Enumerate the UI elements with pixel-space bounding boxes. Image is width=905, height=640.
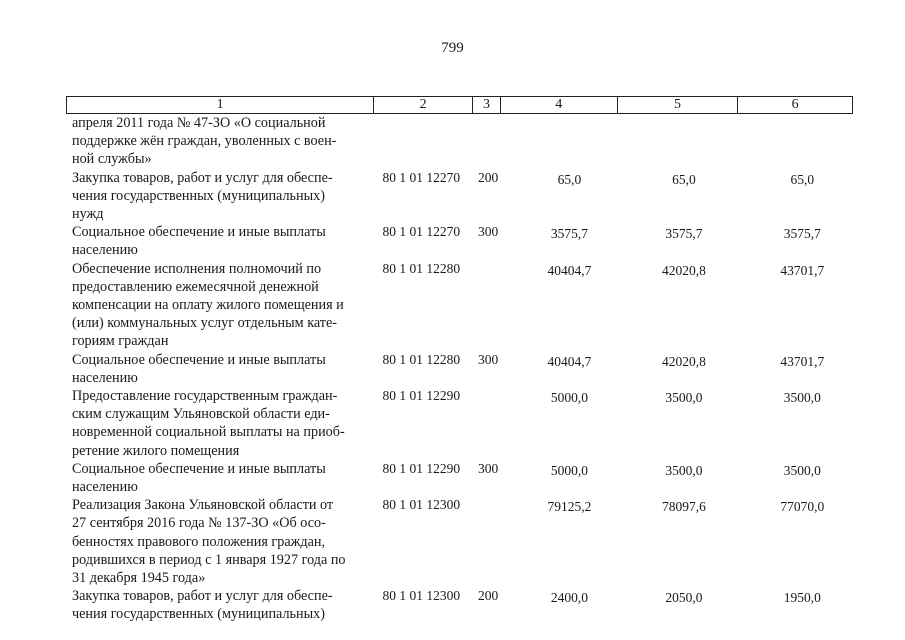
description-line: чения государственных (муниципальных) — [72, 606, 325, 623]
row-value-col6: 43701,7 — [780, 353, 825, 369]
description-line: чения государственных (муниципальных) — [72, 187, 325, 204]
row-expense-type: 200 — [477, 169, 499, 185]
row-description — [72, 223, 374, 259]
row-value-col4: 40404,7 — [547, 353, 592, 369]
row-value-col4: 3575,7 — [550, 226, 589, 242]
row-value-col5 — [625, 114, 742, 169]
row-value-col5: 42020,8 — [661, 353, 706, 369]
row-value-col4 — [514, 114, 625, 169]
row-code: 80 1 01 12290 — [382, 388, 461, 404]
row-value-col5: 78097,6 — [661, 499, 706, 515]
row-value-col5: 42020,8 — [661, 262, 706, 278]
page-number: 799 — [441, 40, 464, 56]
row-value-col6 — [743, 114, 862, 169]
header-col-4: 4 — [501, 97, 618, 113]
row-code: 80 1 01 12290 — [382, 460, 461, 476]
row-value-col5: 2050,0 — [665, 590, 703, 606]
row-code: 80 1 01 12280 — [382, 351, 461, 367]
row-code: 80 1 01 12300 — [382, 588, 461, 604]
row-description — [72, 260, 374, 351]
description-line: Предоставление государственным граждан- — [72, 388, 338, 405]
table-row — [72, 587, 862, 623]
description-line: ретение жилого помещения — [72, 442, 240, 459]
row-description — [72, 587, 374, 623]
row-value-col5: 3500,0 — [665, 390, 703, 406]
header-col-1: 1 — [67, 97, 374, 113]
table-row — [72, 460, 862, 496]
row-code — [374, 114, 478, 169]
description-line: (или) коммунальных услуг отдельным кате- — [72, 315, 338, 332]
description-line: Социальное обеспечение и иные выплаты — [72, 460, 326, 477]
description-line: бенностях правового положения граждан, — [72, 533, 326, 550]
row-expense-type — [478, 260, 514, 351]
row-value-col5: 3500,0 — [665, 462, 703, 478]
row-description — [72, 496, 374, 587]
row-expense-type — [478, 496, 514, 587]
table-row — [72, 260, 862, 351]
row-value-col4: 5000,0 — [550, 390, 589, 406]
description-line: компенсации на оплату жилого помещения и — [72, 297, 344, 314]
row-value-col6: 3500,0 — [783, 390, 821, 406]
description-line: гориям граждан — [72, 333, 169, 350]
row-value-col4: 79125,2 — [547, 499, 592, 515]
row-expense-type: 200 — [477, 588, 499, 604]
row-code: 80 1 01 12270 — [382, 169, 461, 185]
row-expense-type — [478, 114, 514, 169]
row-description — [72, 387, 374, 460]
table-row — [72, 223, 862, 259]
description-line: населению — [72, 479, 138, 496]
row-description — [72, 169, 374, 224]
row-expense-type — [478, 387, 514, 460]
description-line: 27 сентября 2016 года № 137-ЗО «Об осо- — [72, 515, 326, 532]
description-line: Обеспечение исполнения полномочий по — [72, 260, 322, 277]
description-line: новременной социальной выплаты на приоб- — [72, 424, 345, 441]
row-value-col6: 1950,0 — [783, 590, 821, 606]
row-value-col4: 2400,0 — [550, 590, 589, 606]
row-code: 80 1 01 12270 — [382, 224, 461, 240]
table-row — [72, 351, 862, 387]
description-line: Реализация Закона Ульяновской области от — [72, 497, 334, 514]
description-line: апреля 2011 года № 47-ЗО «О социальной — [72, 115, 326, 131]
row-value-col6: 77070,0 — [780, 499, 825, 515]
header-col-2: 2 — [374, 97, 473, 113]
description-line: поддержке жён граждан, уволенных с воен- — [72, 133, 337, 150]
row-value-col6: 3500,0 — [783, 462, 821, 478]
description-line: населению — [72, 242, 138, 259]
table-row — [72, 496, 862, 587]
header-col-5: 5 — [618, 97, 739, 113]
table-row — [72, 387, 862, 460]
row-code: 80 1 01 12300 — [382, 497, 461, 513]
row-value-col4: 65,0 — [557, 171, 582, 187]
header-col-3: 3 — [473, 97, 501, 113]
description-line: нужд — [72, 206, 104, 223]
row-description — [72, 114, 374, 169]
description-line: Закупка товаров, работ и услуг для обеспе- — [72, 169, 333, 186]
row-expense-type: 300 — [477, 351, 499, 367]
description-line: предоставлению ежемесячной денежной — [72, 278, 319, 295]
description-line: ной службы» — [72, 151, 152, 168]
row-code: 80 1 01 12280 — [382, 260, 461, 276]
row-value-col6: 43701,7 — [780, 262, 825, 278]
description-line: населению — [72, 369, 138, 386]
row-expense-type: 300 — [477, 224, 499, 240]
row-value-col4: 5000,0 — [550, 462, 589, 478]
row-value-col4: 40404,7 — [547, 262, 592, 278]
table-row — [72, 169, 862, 224]
description-line: Социальное обеспечение и иные выплаты — [72, 224, 326, 241]
table-body — [72, 114, 862, 624]
row-value-col6: 65,0 — [790, 171, 815, 187]
description-line: Закупка товаров, работ и услуг для обеспе- — [72, 588, 333, 605]
row-description — [72, 351, 374, 387]
row-value-col5: 3575,7 — [665, 226, 703, 242]
row-expense-type: 300 — [477, 460, 499, 476]
table-row — [72, 114, 862, 169]
description-line: ским служащим Ульяновской области еди- — [72, 406, 330, 423]
description-line: Социальное обеспечение и иные выплаты — [72, 351, 326, 368]
row-description — [72, 460, 374, 496]
table-header — [66, 96, 853, 114]
description-line: 31 декабря 1945 года» — [72, 570, 206, 587]
header-col-6: 6 — [791, 97, 799, 112]
description-line: родившихся в период с 1 января 1927 года по — [72, 551, 346, 568]
row-value-col6: 3575,7 — [783, 226, 821, 242]
row-value-col5: 65,0 — [672, 171, 696, 187]
